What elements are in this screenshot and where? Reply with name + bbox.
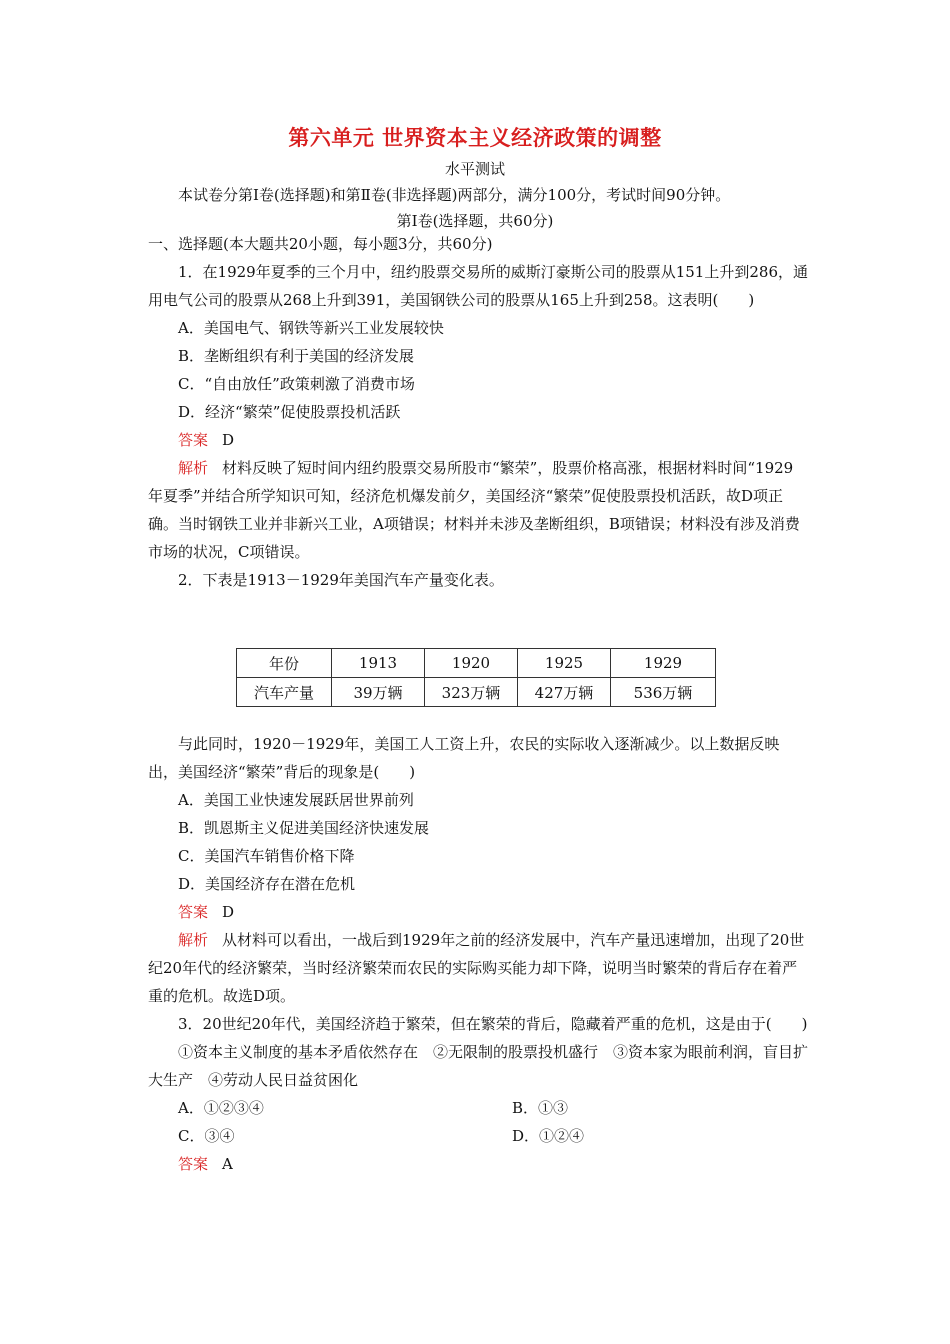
answer-label: 答案 (178, 1155, 209, 1173)
question-2-option-c: C．美国汽车销售价格下降 (178, 847, 355, 865)
analysis-label: 解析 (178, 931, 209, 949)
question-1-option-b: B．垄断组织有利于美国的经济发展 (178, 347, 415, 365)
analysis-text: 从材料可以看出，一战后到1929年之前的经济发展中，汽车产量迅速增加，出现了20世纪20年代的经济繁荣，当时经济繁荣而农民的实际购买能力却下降，说明当时繁荣的背后存在着严重的危机。故选D项。 (148, 931, 805, 1005)
exam-intro: 本试卷分第Ⅰ卷(选择题)和第Ⅱ卷(非选择题)两部分，满分100分，考试时间90分钟。 (178, 186, 731, 204)
question-2-analysis (148, 926, 808, 1010)
question-1-block (148, 230, 808, 594)
question-1-option-c: C．“自由放任”政策刺激了消费市场 (178, 375, 415, 393)
table-row (237, 678, 716, 707)
part-heading: 第Ⅰ卷(选择题，共60分) (396, 212, 554, 230)
table-cell: 1913 (332, 649, 425, 678)
question-1-option-d: D．经济“繁荣”促使股票投机活跃 (178, 403, 401, 421)
table-cell: 427万辆 (518, 678, 611, 707)
question-3-items: ①资本主义制度的基本矛盾依然存在 ②无限制的股票投机盛行 ③资本家为眼前利润，盲目扩大生产 ④劳动人民日益贫困化 (148, 1043, 809, 1089)
question-1-answer (148, 426, 808, 454)
answer-label: 答案 (178, 431, 209, 449)
table-cell: 年份 (237, 649, 332, 678)
car-production-table (236, 648, 716, 707)
document-subtitle: 水平测试 (444, 160, 505, 178)
table-cell: 汽车产量 (237, 678, 332, 707)
question-3-options-row-2 (148, 1122, 808, 1150)
answer-value: D (222, 431, 235, 449)
question-3-option-b: B．①③ (512, 1099, 569, 1117)
question-3-option-c: C．③④ (178, 1127, 235, 1145)
table-cell: 1929 (611, 649, 716, 678)
question-1-analysis (148, 454, 808, 566)
answer-value: A (222, 1155, 233, 1173)
question-3-stem: 3．20世纪20年代，美国经济趋于繁荣，但在繁荣的背后，隐藏着严重的危机，这是由于( ) (178, 1015, 808, 1033)
question-3-options-row-1 (148, 1094, 808, 1122)
question-3-answer (148, 1150, 808, 1178)
analysis-text: 材料反映了短时间内纽约股票交易所股市“繁荣”，股票价格高涨，根据材料时间“1929年夏季”并结合所学知识可知，经济危机爆发前夕，美国经济“繁荣”促使股票投机活跃，故D项正确。当时钢铁工业并非新兴工业，A项错误；材料并未涉及垄断组织，B项错误；材料没有涉及消费市场的状况，C项错误。 (148, 459, 800, 561)
question-1-option-a: A．美国电气、钢铁等新兴工业发展较快 (178, 319, 444, 337)
answer-label: 答案 (178, 903, 209, 921)
table-cell: 323万辆 (425, 678, 518, 707)
question-2-answer (148, 898, 808, 926)
analysis-label: 解析 (178, 459, 209, 477)
question-2-block (148, 730, 808, 1178)
table-cell: 1925 (518, 649, 611, 678)
answer-value: D (222, 903, 235, 921)
question-3-option-a: A．①②③④ (178, 1099, 264, 1117)
question-3-option-d: D．①②④ (512, 1127, 585, 1145)
question-2-option-d: D．美国经济存在潜在危机 (178, 875, 356, 893)
question-2-option-a: A．美国工业快速发展跃居世界前列 (178, 791, 414, 809)
table-cell: 39万辆 (332, 678, 425, 707)
document-title: 第六单元 世界资本主义经济政策的调整 (288, 125, 662, 150)
question-2-stem-continued: 与此同时，1920－1929年，美国工人工资上升，农民的实际收入逐渐减少。以上数据反映出，美国经济“繁荣”背后的现象是( ) (148, 735, 780, 781)
table-cell: 1920 (425, 649, 518, 678)
question-2-stem: 2．下表是1913－1929年美国汽车产量变化表。 (178, 571, 504, 589)
table-header-row (237, 649, 716, 678)
table-cell: 536万辆 (611, 678, 716, 707)
question-2-option-b: B．凯恩斯主义促进美国经济快速发展 (178, 819, 430, 837)
section-heading: 一、选择题(本大题共20小题，每小题3分，共60分) (148, 235, 493, 253)
question-1-stem: 1．在1929年夏季的三个月中，纽约股票交易所的威斯汀豪斯公司的股票从151上升到286，通用电气公司的股票从268上升到391，美国钢铁公司的股票从165上升到258。这表明( ) (148, 263, 808, 309)
